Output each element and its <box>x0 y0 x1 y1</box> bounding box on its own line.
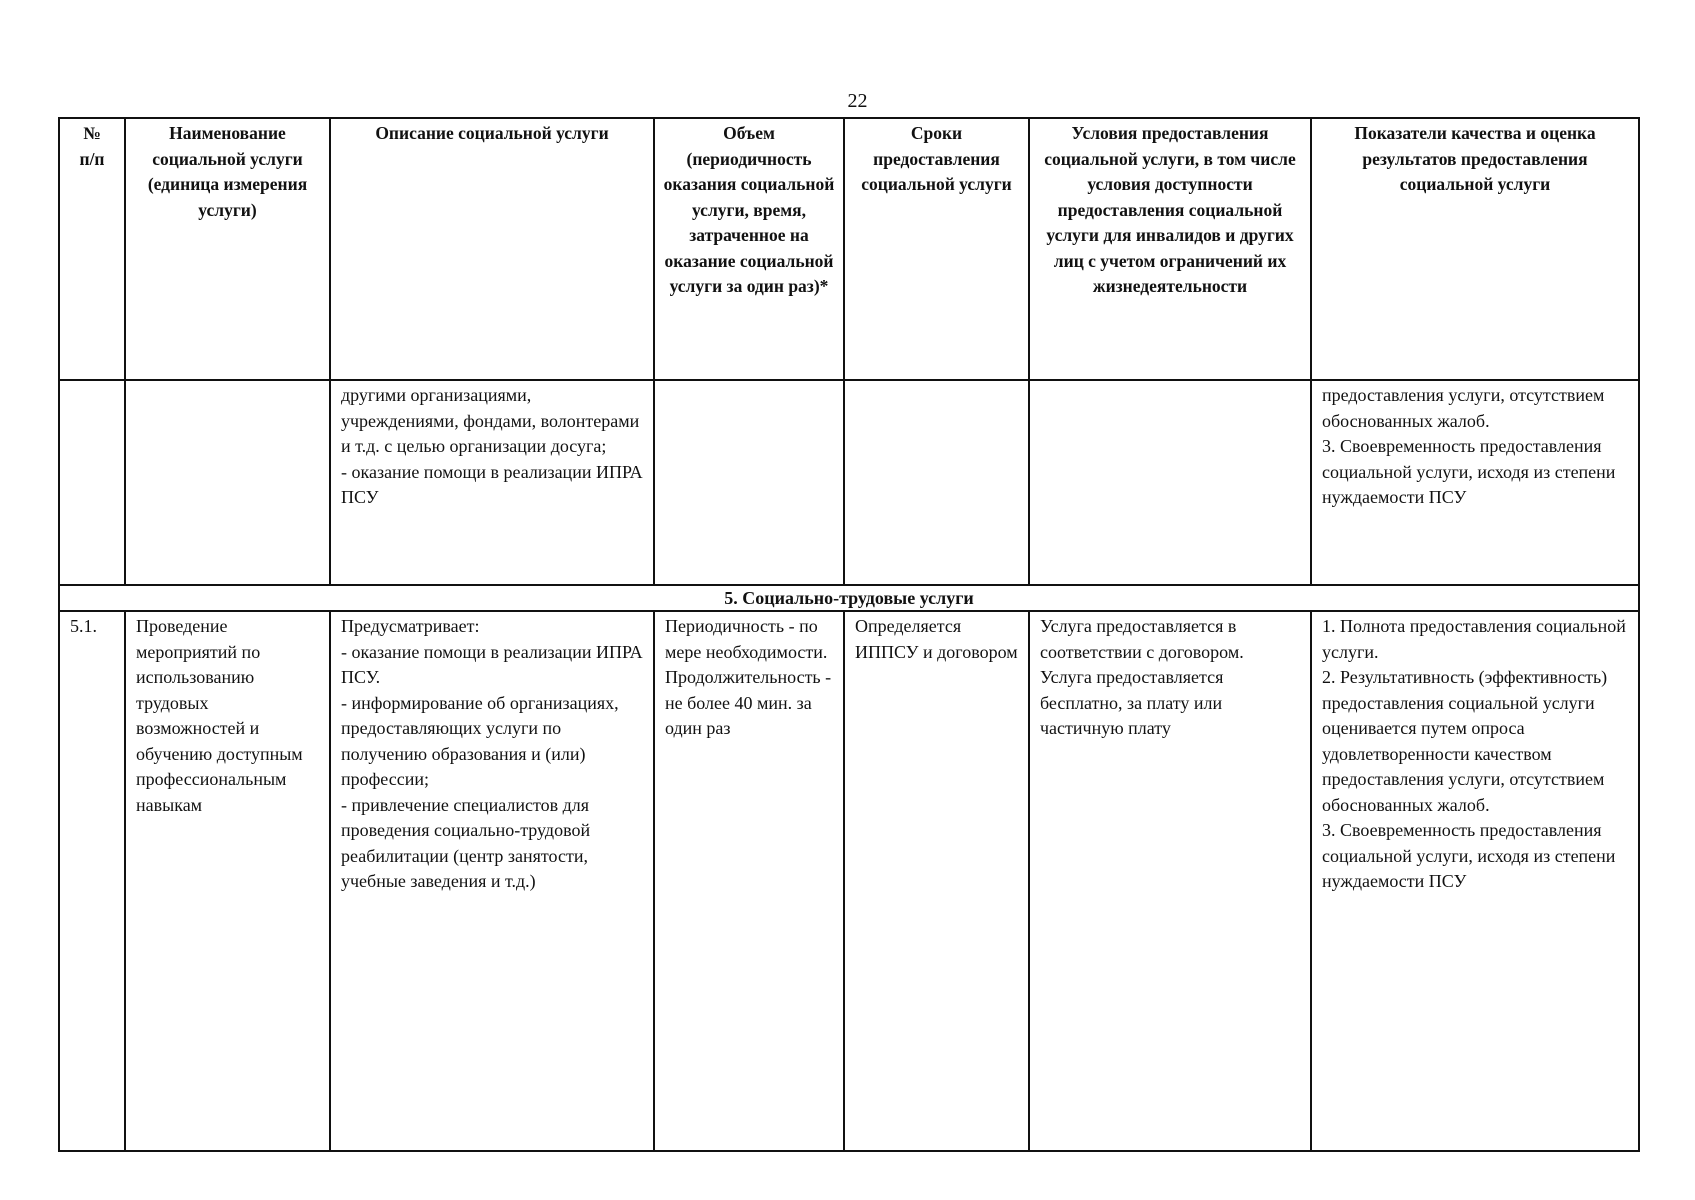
header-indicators: Показатели качества и оценка результатов предоставления социальной услуги <box>1311 118 1639 380</box>
cell-number <box>59 380 125 585</box>
cell-name <box>125 380 330 585</box>
table-header-row <box>59 118 1639 380</box>
header-terms: Сроки предоставления социальной услуги <box>844 118 1029 380</box>
header-number: № п/п <box>59 118 125 380</box>
cell-description: Предусматривает: - оказание помощи в реализации ИПРА ПСУ. - информирование об организациях, предоставляющих услуги по получению образования и (или) профессии; - привлечение специалистов для проведения социально-трудовой реабилитации (центр занятости, учебные заведения и т.д.) <box>330 611 654 1151</box>
social-services-table <box>58 117 1640 1152</box>
cell-conditions <box>1029 380 1311 585</box>
table-row <box>59 380 1639 585</box>
section-title: 5. Социально-трудовые услуги <box>59 585 1639 611</box>
cell-terms: Определяется ИППСУ и договором <box>844 611 1029 1151</box>
cell-indicators: предоставления услуги, отсутствием обоснованных жалоб. 3. Своевременность предоставления социальной услуги, исходя из степени нуждаемости ПСУ <box>1311 380 1639 585</box>
header-conditions: Условия предоставления социальной услуги, в том числе условия доступности предоставления социальной услуги для инвалидов и других лиц с учетом ограничений их жизнедеятельности <box>1029 118 1311 380</box>
header-description: Описание социальной услуги <box>330 118 654 380</box>
section-header-row <box>59 585 1639 611</box>
cell-conditions: Услуга предоставляется в соответствии с договором. Услуга предоставляется бесплатно, за плату или частичную плату <box>1029 611 1311 1151</box>
cell-volume <box>654 380 844 585</box>
cell-number: 5.1. <box>59 611 125 1151</box>
cell-description: другими организациями, учреждениями, фондами, волонтерами и т.д. с целью организации досуга; - оказание помощи в реализации ИПРА ПСУ <box>330 380 654 585</box>
table-row <box>59 611 1639 1151</box>
cell-name: Проведение мероприятий по использованию трудовых возможностей и обучению доступным профессиональным навыкам <box>125 611 330 1151</box>
header-service-name: Наименование социальной услуги (единица измерения услуги) <box>125 118 330 380</box>
cell-terms <box>844 380 1029 585</box>
header-volume: Объем (периодичность оказания социальной услуги, время, затраченное на оказание социальной услуги за один раз)* <box>654 118 844 380</box>
page-number: 22 <box>847 90 868 112</box>
cell-volume: Периодичность - по мере необходимости. Продолжительность - не более 40 мин. за один раз <box>654 611 844 1151</box>
cell-indicators: 1. Полнота предоставления социальной услуги. 2. Результативность (эффективность) предоставления социальной услуги оценивается путем опроса удовлетворенности качеством предоставления услуги, отсутствием обоснованных жалоб. 3. Своевременность предоставления социальной услуги, исходя из степени нуждаемости ПСУ <box>1311 611 1639 1151</box>
